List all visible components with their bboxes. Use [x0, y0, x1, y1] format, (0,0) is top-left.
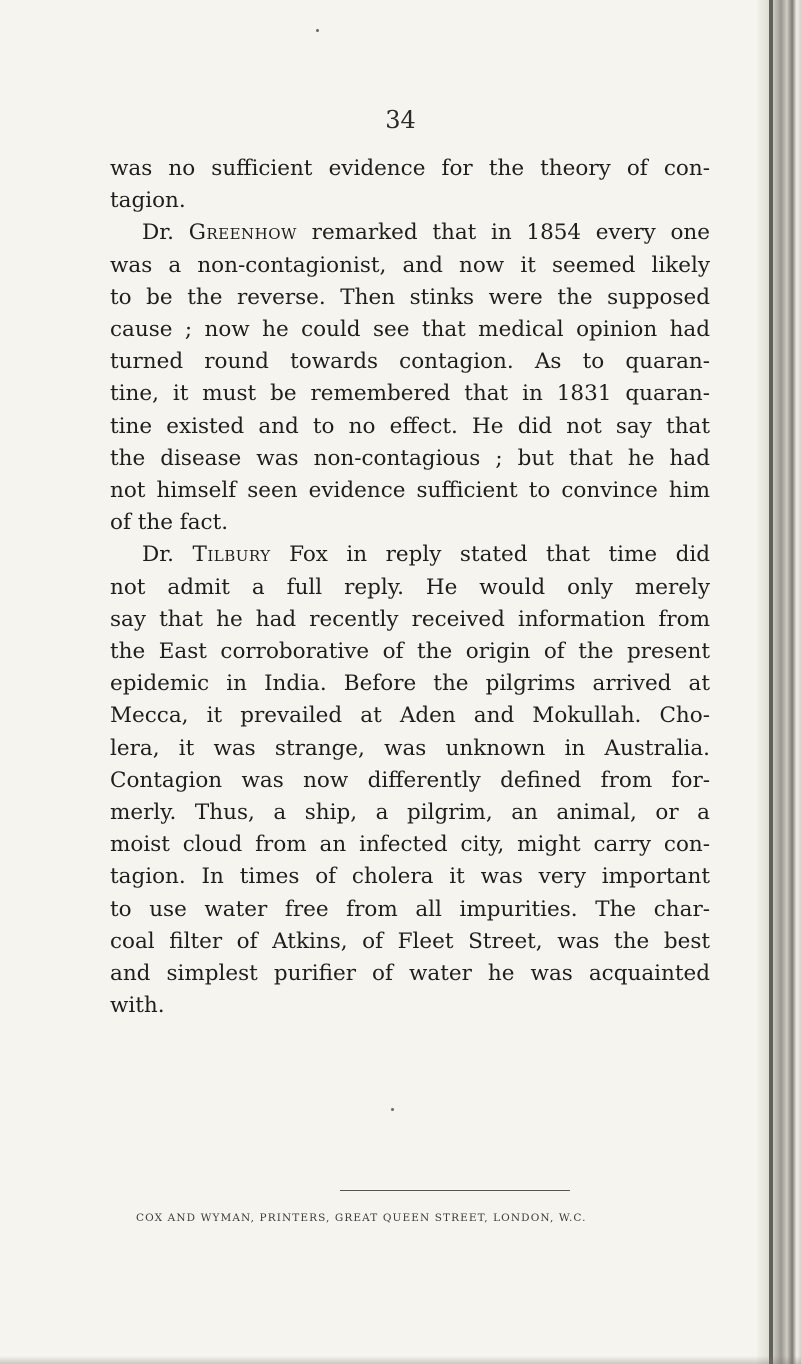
paper-speck: [316, 29, 319, 32]
page-number: 34: [385, 106, 416, 134]
text-line: tine existed and to no effect. He did not say that: [110, 413, 710, 439]
text-line: tagion.: [110, 188, 186, 214]
text-line: was a non-contagionist, and now it seemed likely: [110, 252, 710, 278]
text-line: merly. Thus, a ship, a pilgrim, an animal, or a: [110, 800, 710, 826]
text-run: Dr.: [142, 220, 189, 246]
text-line: [110, 539, 710, 571]
binding-shadow-line: [769, 0, 773, 1364]
text-line: say that he had recently received information from: [110, 606, 710, 632]
text-line: of the fact.: [110, 510, 229, 536]
text-line: was no sufficient evidence for the theory of con-: [110, 156, 710, 181]
text-run: Fox in reply stated that time did: [270, 542, 710, 568]
text-run: Dr.: [142, 542, 193, 568]
text-line: moist cloud from an infected city, might carry con-: [110, 832, 710, 858]
text-line: Contagion was now differently defined from for-: [110, 767, 710, 793]
text-line: the disease was non-contagious ; but that he had: [110, 445, 710, 471]
speaker-name: Tilbury: [192, 542, 271, 568]
text-run: remarked that in 1854 every one: [296, 220, 711, 246]
text-line: Mecca, it prevailed at Aden and Mokullah. Cho-: [110, 703, 710, 729]
paper-speck: [391, 1108, 394, 1111]
text-line: turned round towards contagion. As to quaran-: [110, 349, 710, 375]
text-line: lera, it was strange, was unknown in Australia.: [110, 735, 710, 761]
page-bottom-shadow: [0, 1356, 801, 1364]
text-line: tine, it must be remembered that in 1831 quaran-: [110, 381, 710, 407]
text-line: [110, 217, 710, 249]
body-text: [110, 153, 710, 1022]
text-line: the East corroborative of the origin of the present: [110, 639, 710, 665]
text-line: not admit a full reply. He would only merely: [110, 574, 710, 600]
text-line: coal filter of Atkins, of Fleet Street, was the best: [110, 928, 710, 954]
text-line: cause ; now he could see that medical opinion had: [110, 317, 710, 343]
text-line: to be the reverse. Then stinks were the supposed: [110, 284, 710, 310]
page-binding-edge: [757, 0, 801, 1364]
text-line: with.: [110, 993, 165, 1019]
text-line: to use water free from all impurities. The char-: [110, 896, 710, 922]
text-line: and simplest purifier of water he was acquainted: [110, 961, 710, 987]
text-line: tagion. In times of cholera it was very important: [110, 864, 710, 890]
text-line: epidemic in India. Before the pilgrims arrived at: [110, 671, 710, 697]
text-line: not himself seen evidence sufficient to convince him: [110, 478, 710, 504]
printer-imprint: COX AND WYMAN, PRINTERS, GREAT QUEEN STREET, LONDON, W.C.: [136, 1212, 587, 1224]
speaker-name: Greenhow: [188, 220, 297, 246]
footer-rule: [340, 1190, 570, 1191]
